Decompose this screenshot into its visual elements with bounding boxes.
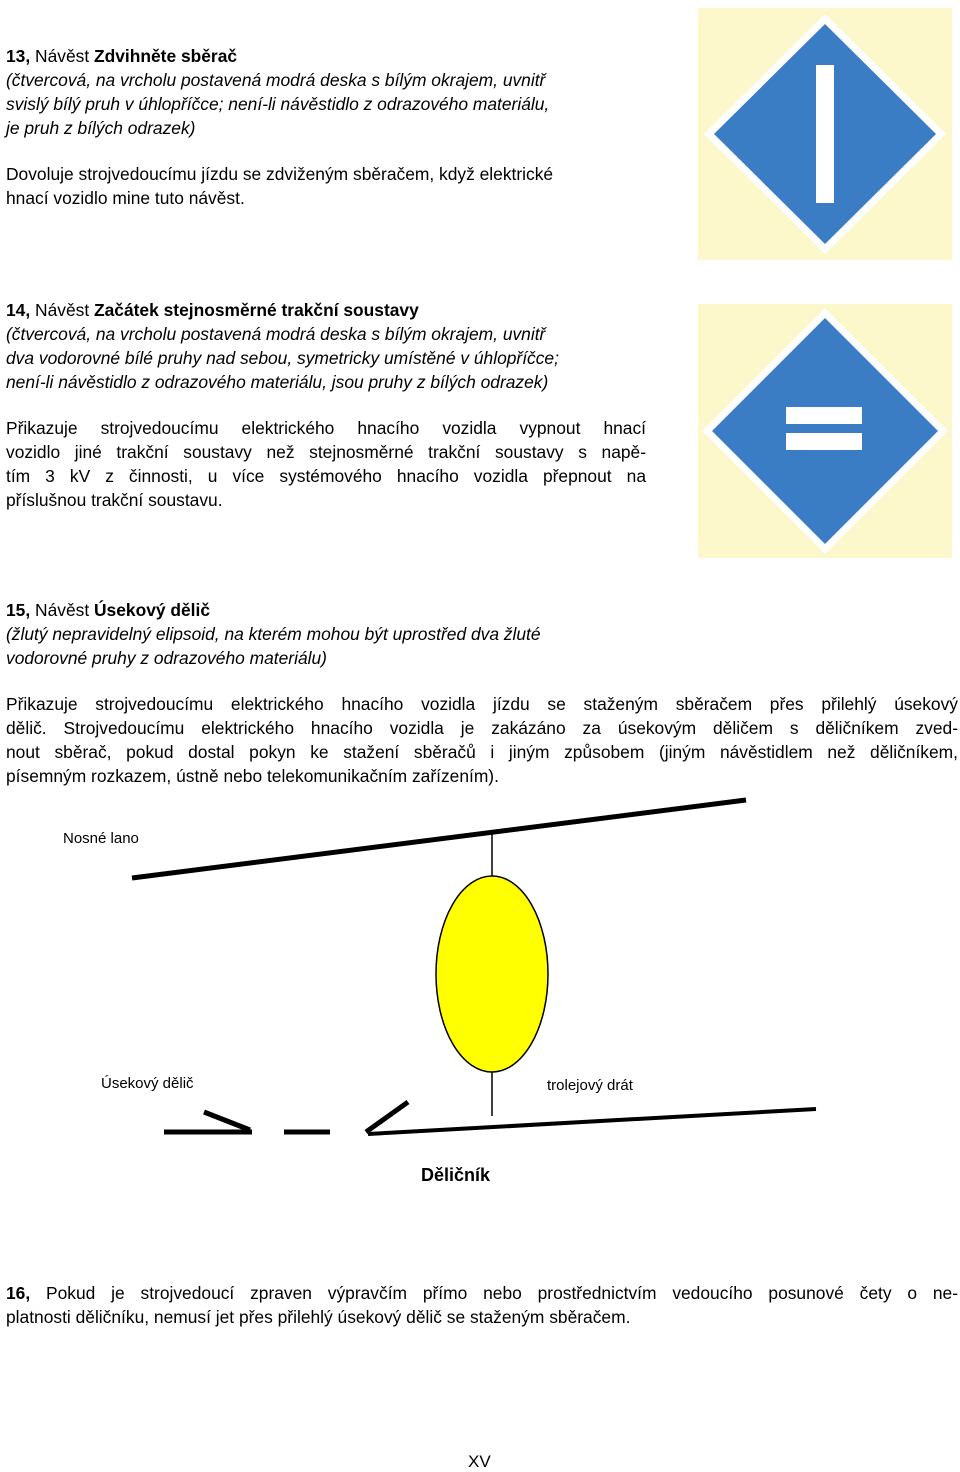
section-13-desc-1: (čtvercová, na vrcholu postavená modrá deska s bílým okrajem, uvnitř	[6, 70, 546, 90]
label-delicnik: Děličník	[421, 1165, 491, 1185]
yellow-oval-sign	[436, 876, 548, 1072]
sign-13-vertical-bar	[816, 65, 834, 203]
section-13-desc-2: svislý bílý pruh v úhlopříčce; není-li návěstidlo z odrazového materiálu,	[6, 94, 550, 114]
section-14-number: 14,	[6, 300, 31, 320]
section-14	[6, 298, 646, 512]
contact-wire-line	[368, 1109, 816, 1134]
section-14-desc-3: není-li návěstidlo z odrazového materiálu, jsou pruhy z bílých odrazek)	[6, 372, 549, 392]
section-16-line-2: platnosti děličníku, nemusí jet přes přilehlý úsekový dělič se staženým sběračem.	[6, 1307, 631, 1327]
label-usekovy-delic: Úsekový dělič	[101, 1075, 194, 1092]
sign-14-upper-bar	[786, 407, 862, 424]
section-16-number: 16,	[6, 1283, 31, 1303]
section-13	[6, 44, 686, 210]
section-16-line-1	[6, 1281, 958, 1305]
section-13-prefix: Návěst	[35, 46, 90, 66]
section-insulator-left-diagonal	[204, 1112, 250, 1130]
section-13-desc-3: je pruh z bílých odrazek)	[6, 118, 196, 138]
section-15-heading	[6, 598, 958, 622]
section-15-title: Úsekový dělič	[94, 600, 211, 620]
section-14-body-2: vozidlo jiné trakční soustavy než stejnosměrné trakční soustavy s napě-	[6, 442, 646, 462]
section-15-body-2: dělič. Strojvedoucímu elektrického hnacího vozidla je zakázáno za úsekovým děličem s děličníkem zved-	[6, 718, 958, 738]
section-16-text-1: Pokud je strojvedoucí zpraven výpravčím přímo nebo prostřednictvím vedoucího posunové čety o ne-	[46, 1283, 958, 1303]
section-14-heading	[6, 298, 646, 322]
section-14-body-1: Přikazuje strojvedoucímu elektrického hnacího vozidla vypnout hnací	[6, 418, 646, 438]
section-14-prefix: Návěst	[35, 300, 90, 320]
page-number: XV	[468, 1452, 491, 1471]
section-14-body-4: příslušnou trakční soustavu.	[6, 490, 223, 510]
label-nosne-lano: Nosné lano	[63, 830, 139, 847]
section-14-title: Začátek stejnosměrné trakční soustavy	[94, 300, 419, 320]
sign-zacatek-stejnosmerne-soustavy	[698, 304, 952, 558]
section-14-body-3: tím 3 kV z činnosti, u více systémového hnacího vozidla přepnout na	[6, 466, 646, 486]
support-cable-line	[132, 800, 746, 878]
delicnik-diagram	[0, 790, 960, 1190]
section-15-body-4: písemným rozkazem, ústně nebo telekomunikačním zařízením).	[6, 766, 499, 786]
section-13-body-2: hnací vozidlo mine tuto návěst.	[6, 188, 245, 208]
label-trolejovy-drat: trolejový drát	[547, 1077, 633, 1094]
section-16	[6, 1281, 958, 1329]
section-13-body-1: Dovoluje strojvedoucímu jízdu se zdviženým sběračem, když elektrické	[6, 164, 554, 184]
section-13-heading	[6, 44, 686, 68]
section-15-desc-1: (žlutý nepravidelný elipsoid, na kterém mohou být uprostřed dva žluté	[6, 624, 541, 644]
section-15-desc-2: vodorovné pruhy z odrazového materiálu)	[6, 648, 327, 668]
sign-zdvihnete-sberac	[698, 8, 952, 260]
section-15-number: 15,	[6, 600, 31, 620]
section-15-prefix: Návěst	[35, 600, 90, 620]
section-15	[6, 598, 958, 788]
section-13-title: Zdvihněte sběrač	[94, 46, 238, 66]
section-13-number: 13,	[6, 46, 31, 66]
section-15-body-1: Přikazuje strojvedoucímu elektrického hnacího vozidla jízdu se staženým sběračem přes přilehlý úsekový	[6, 694, 958, 714]
sign-14-lower-bar	[786, 433, 862, 450]
section-14-desc-2: dva vodorovné bílé pruhy nad sebou, symetricky umístěné v úhlopříčce;	[6, 348, 559, 368]
section-15-body-3: nout sběrač, pokud dostal pokyn ke stažení sběračů i jiným způsobem (jiným návěstidlem než děličníkem,	[6, 742, 958, 762]
section-14-desc-1: (čtvercová, na vrcholu postavená modrá deska s bílým okrajem, uvnitř	[6, 324, 546, 344]
section-insulator-right-diagonal	[366, 1102, 408, 1132]
